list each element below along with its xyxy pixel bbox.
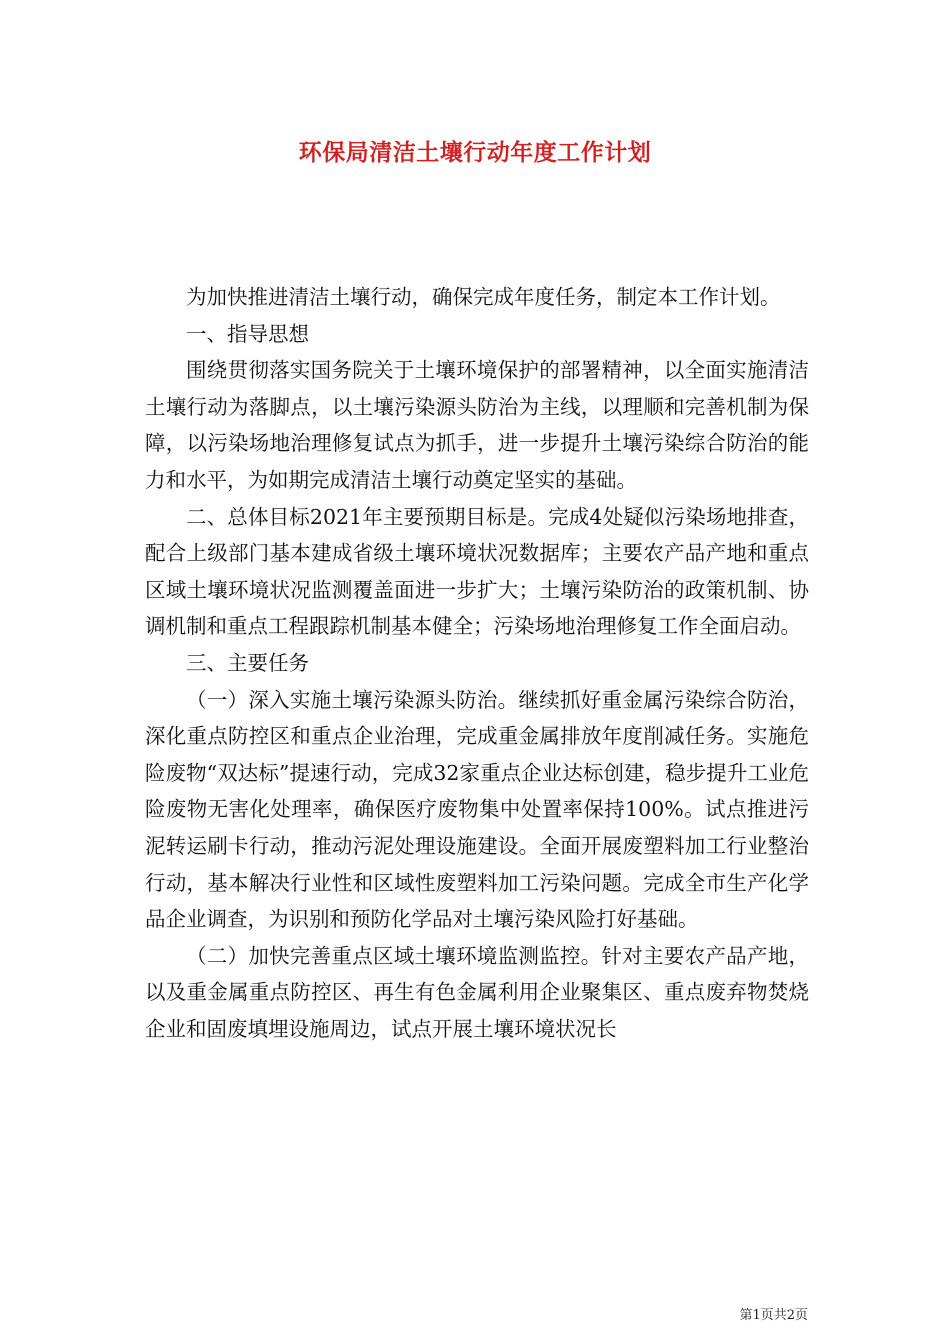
paragraph-guiding-ideology: 围绕贯彻落实国务院关于土壤环境保护的部署精神，以全面实施清洁土壤行动为落脚点，以土壤污染源头防治为主线，以理顺和完善机制为保障，以污染场地治理修复试点为抓手，进一步提升土壤污染综合防治的能力和水平，为如期完成清洁土壤行动奠定坚实的基础。 (145, 358, 809, 492)
page-number: 第1页共2页 (739, 1308, 808, 1323)
paragraph-task-1: （一）深入实施土壤污染源头防治。继续抓好重金属污染综合防治，深化重点防控区和重点企业治理，完成重金属排放年度削减任务。实施危险废物“双达标”提速行动，完成32家重点企业达标创建，稳步提升工业危险废物无害化处理率，确保医疗废物集中处置率保持100%。试点推进污泥转运刷卡行动，推动污泥处理设施建设。全面开展废塑料加工行业整治行动，基本解决行业性和区域性废塑料加工污染问题。完成全市生产化学品企业调查，为识别和预防化学品对土壤污染风险打好基础。 (145, 687, 809, 932)
document-title: 环保局清洁土壤行动年度工作计划 (298, 139, 652, 166)
paragraph-task-2: （二）加快完善重点区域土壤环境监测监控。针对主要农产品产地，以及重金属重点防控区、再生有色金属利用企业聚集区、重点废弃物焚烧企业和固废填埋设施周边，试点开展土壤环境状况长 (145, 943, 809, 1041)
heading-guiding-ideology: 一、指导思想 (186, 321, 309, 346)
heading-main-tasks: 三、主要任务 (186, 650, 309, 675)
document-body (145, 279, 809, 1047)
paragraph-overall-goals: 二、总体目标2021年主要预期目标是。完成4处疑似污染场地排查，配合上级部门基本建成省级土壤环境状况数据库；主要农产品产地和重点区域土壤环境状况监测覆盖面进一步扩大；土壤污染防治的政策机制、协调机制和重点工程跟踪机制基本健全；污染场地治理修复工作全面启动。 (145, 504, 809, 639)
paragraph-intro: 为加快推进清洁土壤行动，确保完成年度任务，制定本工作计划。 (186, 285, 781, 309)
